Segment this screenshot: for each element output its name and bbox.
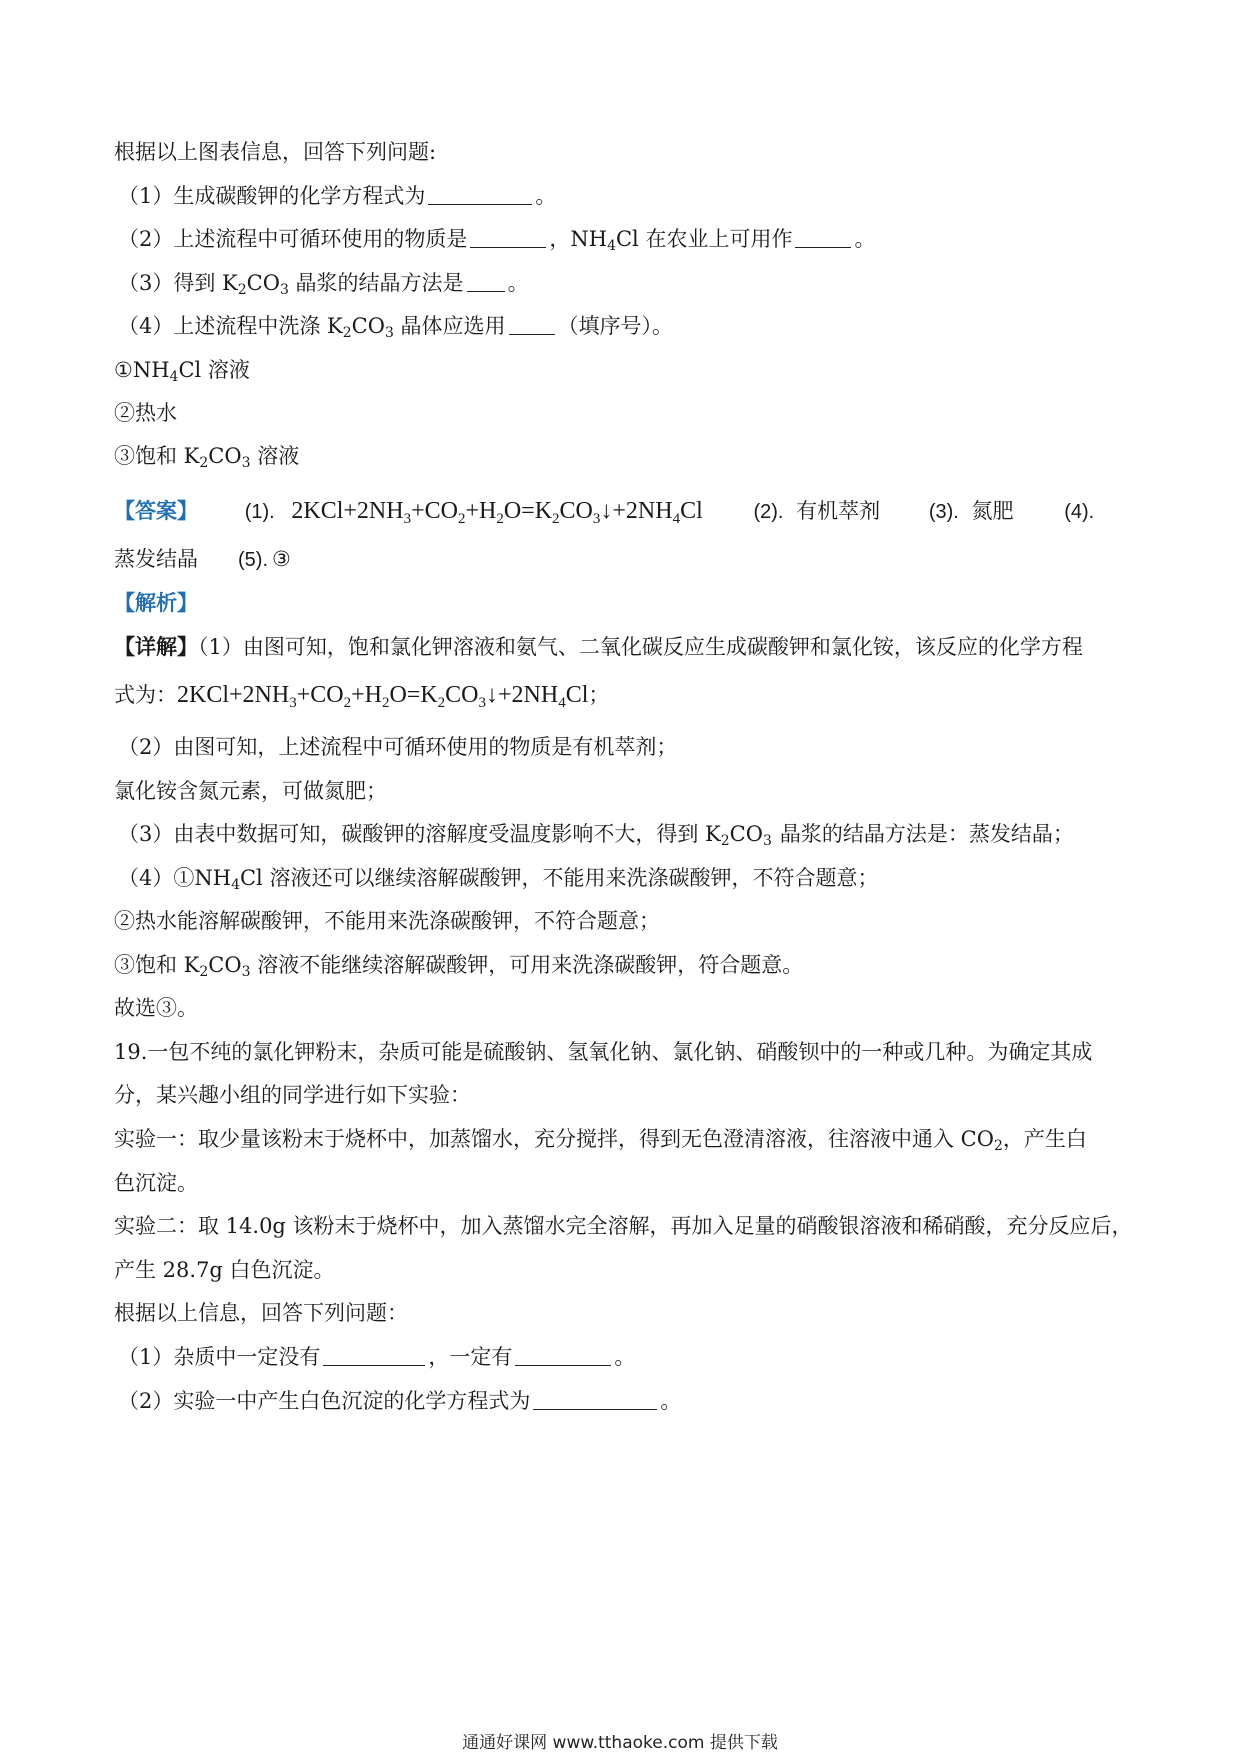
q19-question-1: （1）杂质中一定没有 ，一定有 。 xyxy=(118,1345,636,1369)
question-2: （2）上述流程中可循环使用的物质是 ，$NH_4Cl$ 在农业上可用作 。 xyxy=(118,227,876,254)
answer-blank[interactable] xyxy=(795,225,851,248)
answer-blank[interactable] xyxy=(509,312,555,335)
detail-line-5: （3）由表中数据可知，碳酸钾的溶解度受温度影响不大，得到 $K_2CO_3$ 晶浆的结晶方法是：蒸发结晶； xyxy=(118,822,1074,849)
detail-line-4: 氯化铵含氮元素，可做氮肥； xyxy=(114,779,387,803)
option-1: $①NH_4Cl$ 溶液 xyxy=(114,358,250,385)
answer-line: 【答案】 (1). $2KCl+2NH_3+CO_2+H_2O=K_2CO_3↓+2NH_4Cl$ (2). 有机萃剂 (3). 氮肥 (4). xyxy=(114,498,1095,527)
chemical-equation: $2KCl+2NH_3+CO_2+H_2O=K_2CO_3↓+2NH_4Cl$ xyxy=(177,682,589,711)
answer-blank[interactable] xyxy=(515,1343,611,1366)
question-3: （3）得到 $K_2CO_3$ 晶浆的结晶方法是 。 xyxy=(118,271,529,298)
q19-line-6: 产生 28.7g 白色沉淀。 xyxy=(114,1258,335,1282)
chemical-equation: $2KCl+2NH_3+CO_2+H_2O=K_2CO_3↓+2NH_4Cl$ xyxy=(291,498,703,527)
answer-blank[interactable] xyxy=(428,182,532,205)
analysis-tag: 【解析】 xyxy=(114,590,198,615)
q19-line-5: 实验二：取 14.0g 该粉末于烧杯中，加入蒸馏水完全溶解，再加入足量的硝酸银溶液和稀硝酸，充分反应后， xyxy=(114,1214,1133,1238)
answer-blank[interactable] xyxy=(470,225,546,248)
q19-question-2: （2）实验一中产生白色沉淀的化学方程式为 。 xyxy=(118,1389,682,1413)
detail-line-8: ③饱和 $K_2CO_3$ 溶液不能继续溶解碳酸钾，可用来洗涤碳酸钾，符合题意。 xyxy=(114,953,804,980)
intro-text: 根据以上图表信息，回答下列问题: xyxy=(114,140,437,164)
answer-tag: 【答案】 xyxy=(114,498,198,523)
answer-blank[interactable] xyxy=(467,269,505,292)
q19-line-4: 色沉淀。 xyxy=(114,1171,198,1195)
detail-line-2: 式为：$2KCl+2NH_3+CO_2+H_2O=K_2CO_3↓+2NH_4Cl$； xyxy=(114,682,610,711)
question-4: （4）上述流程中洗涤 $K_2CO_3$ 晶体应选用 （填序号）。 xyxy=(118,314,674,341)
q19-line-7: 根据以上信息，回答下列问题： xyxy=(114,1301,408,1325)
answer-blank[interactable] xyxy=(323,1343,425,1366)
detail-line-1: 【详解】（1）由图可知，饱和氯化钾溶液和氨气、二氧化碳反应生成碳酸钾和氯化铵，该反应的化学方程 xyxy=(114,634,1083,659)
question-1: （1）生成碳酸钾的化学方程式为 。 xyxy=(118,184,557,208)
option-2: ②热水 xyxy=(114,401,177,425)
detail-line-6: $(4)①NH_4Cl$ 溶液还可以继续溶解碳酸钾，不能用来洗涤碳酸钾，不符合题意； xyxy=(118,866,879,893)
page-footer: 通通好课网 www.tthaoke.com 提供下载 xyxy=(462,1733,778,1753)
answer-line-2: 蒸发结晶 (5). ③ xyxy=(114,547,291,571)
q19-line-1: 19.一包不纯的氯化钾粉末，杂质可能是硫酸钠、氢氧化钠、氯化钠、硝酸钡中的一种或几种。为确定其成 xyxy=(114,1040,1093,1064)
answer-blank[interactable] xyxy=(533,1387,657,1410)
detail-line-3: （2）由图可知，上述流程中可循环使用的物质是有机萃剂； xyxy=(118,735,678,759)
q19-line-3: 实验一：取少量该粉末于烧杯中，加蒸馏水，充分搅拌，得到无色澄清溶液，往溶液中通入 $CO_2$，产生白 xyxy=(114,1127,1087,1154)
detail-line-7: ②热水能溶解碳酸钾，不能用来洗涤碳酸钾，不符合题意； xyxy=(114,909,660,933)
option-3: ③饱和 $K_2CO_3$ 溶液 xyxy=(114,444,300,471)
q19-line-2: 分，某兴趣小组的同学进行如下实验： xyxy=(114,1083,471,1107)
detail-line-9: 故选③。 xyxy=(114,996,198,1020)
